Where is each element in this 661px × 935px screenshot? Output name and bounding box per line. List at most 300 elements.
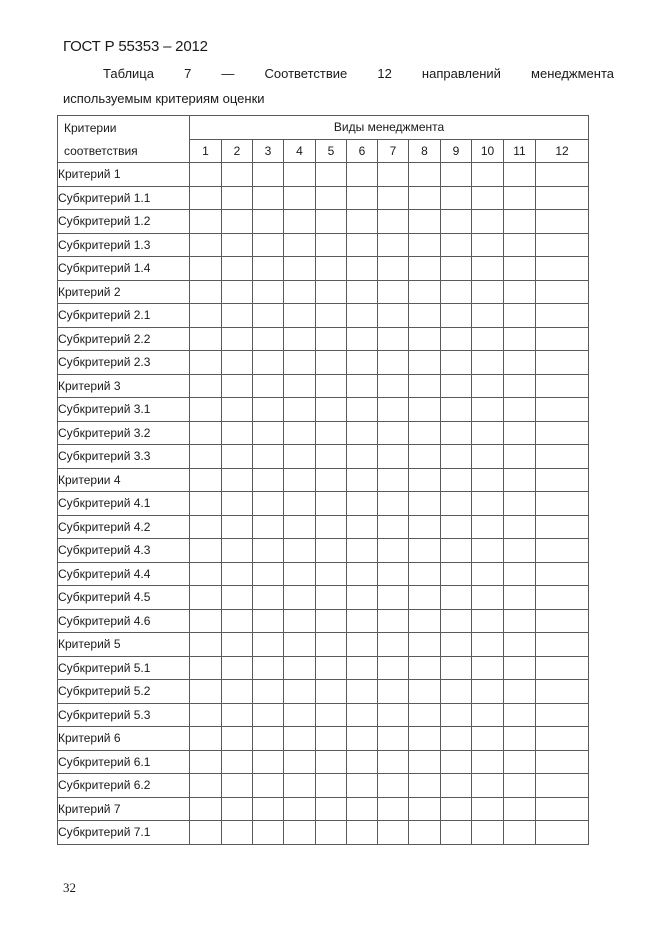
empty-cell — [284, 539, 316, 563]
column-header: 2 — [222, 139, 253, 163]
empty-cell — [472, 727, 504, 751]
empty-cell — [222, 445, 253, 469]
empty-cell — [504, 797, 536, 821]
table-row — [58, 680, 589, 704]
row-label: Субкритерий 2.2 — [58, 327, 190, 351]
empty-cell — [409, 351, 441, 375]
row-label: Субкритерий 5.2 — [58, 680, 190, 704]
empty-cell — [409, 304, 441, 328]
table-row — [58, 539, 589, 563]
empty-cell — [316, 703, 347, 727]
empty-cell — [347, 421, 378, 445]
empty-cell — [347, 633, 378, 657]
empty-cell — [316, 539, 347, 563]
empty-cell — [190, 562, 222, 586]
empty-cell — [190, 374, 222, 398]
empty-cell — [284, 280, 316, 304]
empty-cell — [536, 210, 589, 234]
empty-cell — [284, 445, 316, 469]
empty-cell — [441, 327, 472, 351]
empty-cell — [409, 210, 441, 234]
empty-cell — [472, 821, 504, 845]
empty-cell — [536, 492, 589, 516]
empty-cell — [347, 327, 378, 351]
empty-cell — [222, 257, 253, 281]
empty-cell — [190, 492, 222, 516]
empty-cell — [504, 727, 536, 751]
empty-cell — [190, 703, 222, 727]
empty-cell — [347, 492, 378, 516]
empty-cell — [409, 468, 441, 492]
table-body — [58, 163, 589, 845]
empty-cell — [536, 586, 589, 610]
empty-cell — [536, 445, 589, 469]
empty-cell — [316, 327, 347, 351]
table-header — [58, 116, 589, 163]
empty-cell — [536, 374, 589, 398]
empty-cell — [222, 609, 253, 633]
empty-cell — [316, 280, 347, 304]
empty-cell — [284, 727, 316, 751]
compliance-matrix-table — [57, 115, 589, 845]
empty-cell — [253, 233, 284, 257]
column-header: 5 — [316, 139, 347, 163]
empty-cell — [409, 445, 441, 469]
empty-cell — [253, 727, 284, 751]
table-row — [58, 327, 589, 351]
empty-cell — [378, 163, 409, 187]
empty-cell — [190, 163, 222, 187]
empty-cell — [347, 703, 378, 727]
empty-cell — [316, 609, 347, 633]
empty-cell — [504, 562, 536, 586]
row-label: Субкритерий 4.2 — [58, 515, 190, 539]
empty-cell — [409, 586, 441, 610]
table-row — [58, 163, 589, 187]
empty-cell — [316, 774, 347, 798]
table-row — [58, 210, 589, 234]
row-label: Субкритерий 4.4 — [58, 562, 190, 586]
empty-cell — [504, 774, 536, 798]
table-row — [58, 421, 589, 445]
table-row — [58, 280, 589, 304]
row-label: Критерий 7 — [58, 797, 190, 821]
empty-cell — [441, 774, 472, 798]
empty-cell — [472, 280, 504, 304]
empty-cell — [253, 750, 284, 774]
empty-cell — [190, 750, 222, 774]
empty-cell — [190, 398, 222, 422]
empty-cell — [222, 633, 253, 657]
empty-cell — [347, 280, 378, 304]
empty-cell — [378, 492, 409, 516]
empty-cell — [347, 727, 378, 751]
empty-cell — [190, 445, 222, 469]
empty-cell — [347, 445, 378, 469]
row-label: Критерий 3 — [58, 374, 190, 398]
empty-cell — [441, 351, 472, 375]
empty-cell — [472, 304, 504, 328]
empty-cell — [378, 280, 409, 304]
table-row — [58, 374, 589, 398]
empty-cell — [536, 656, 589, 680]
empty-cell — [284, 421, 316, 445]
empty-cell — [409, 398, 441, 422]
empty-cell — [190, 821, 222, 845]
empty-cell — [222, 727, 253, 751]
empty-cell — [536, 797, 589, 821]
row-label: Субкритерий 4.5 — [58, 586, 190, 610]
empty-cell — [316, 727, 347, 751]
empty-cell — [222, 233, 253, 257]
empty-cell — [504, 515, 536, 539]
empty-cell — [472, 586, 504, 610]
empty-cell — [504, 656, 536, 680]
empty-cell — [536, 421, 589, 445]
empty-cell — [347, 797, 378, 821]
empty-cell — [441, 445, 472, 469]
empty-cell — [472, 186, 504, 210]
empty-cell — [504, 539, 536, 563]
empty-cell — [441, 257, 472, 281]
column-header: 3 — [253, 139, 284, 163]
empty-cell — [409, 327, 441, 351]
empty-cell — [472, 421, 504, 445]
table-row — [58, 398, 589, 422]
empty-cell — [378, 257, 409, 281]
empty-cell — [316, 821, 347, 845]
table-row — [58, 257, 589, 281]
empty-cell — [347, 774, 378, 798]
empty-cell — [347, 186, 378, 210]
empty-cell — [472, 351, 504, 375]
empty-cell — [378, 680, 409, 704]
empty-cell — [536, 633, 589, 657]
table-row — [58, 304, 589, 328]
empty-cell — [284, 210, 316, 234]
empty-cell — [536, 515, 589, 539]
empty-cell — [347, 821, 378, 845]
column-header: 9 — [441, 139, 472, 163]
empty-cell — [190, 586, 222, 610]
column-header: 8 — [409, 139, 441, 163]
empty-cell — [222, 210, 253, 234]
row-label: Субкритерий 3.3 — [58, 445, 190, 469]
table-row — [58, 492, 589, 516]
empty-cell — [284, 515, 316, 539]
empty-cell — [316, 374, 347, 398]
header-row-1 — [58, 116, 589, 140]
empty-cell — [504, 468, 536, 492]
empty-cell — [316, 304, 347, 328]
empty-cell — [316, 445, 347, 469]
row-label: Субкритерий 2.3 — [58, 351, 190, 375]
row-label: Критерий 5 — [58, 633, 190, 657]
empty-cell — [472, 774, 504, 798]
empty-cell — [316, 680, 347, 704]
empty-cell — [441, 609, 472, 633]
empty-cell — [253, 562, 284, 586]
empty-cell — [190, 680, 222, 704]
empty-cell — [222, 186, 253, 210]
row-label: Критерий 1 — [58, 163, 190, 187]
empty-cell — [284, 797, 316, 821]
empty-cell — [536, 280, 589, 304]
empty-cell — [472, 445, 504, 469]
empty-cell — [536, 351, 589, 375]
empty-cell — [536, 186, 589, 210]
empty-cell — [347, 304, 378, 328]
row-label: Субкритерий 5.3 — [58, 703, 190, 727]
empty-cell — [347, 680, 378, 704]
empty-cell — [472, 327, 504, 351]
empty-cell — [378, 797, 409, 821]
row-label: Критерий 2 — [58, 280, 190, 304]
empty-cell — [284, 703, 316, 727]
empty-cell — [409, 163, 441, 187]
empty-cell — [284, 398, 316, 422]
empty-cell — [536, 304, 589, 328]
row-label: Субкритерий 6.2 — [58, 774, 190, 798]
empty-cell — [253, 633, 284, 657]
empty-cell — [441, 727, 472, 751]
empty-cell — [536, 774, 589, 798]
empty-cell — [378, 774, 409, 798]
empty-cell — [504, 186, 536, 210]
empty-cell — [222, 797, 253, 821]
empty-cell — [441, 586, 472, 610]
empty-cell — [378, 633, 409, 657]
row-label: Субкритерий 3.2 — [58, 421, 190, 445]
empty-cell — [504, 163, 536, 187]
empty-cell — [504, 233, 536, 257]
empty-cell — [536, 727, 589, 751]
empty-cell — [284, 492, 316, 516]
empty-cell — [222, 351, 253, 375]
empty-cell — [190, 633, 222, 657]
empty-cell — [222, 398, 253, 422]
empty-cell — [472, 750, 504, 774]
empty-cell — [441, 680, 472, 704]
empty-cell — [409, 703, 441, 727]
empty-cell — [284, 609, 316, 633]
empty-cell — [472, 539, 504, 563]
row-label: Субкритерий 3.1 — [58, 398, 190, 422]
empty-cell — [441, 539, 472, 563]
empty-cell — [378, 821, 409, 845]
empty-cell — [378, 703, 409, 727]
empty-cell — [409, 515, 441, 539]
column-header: 11 — [504, 139, 536, 163]
table-row — [58, 515, 589, 539]
empty-cell — [284, 233, 316, 257]
empty-cell — [378, 539, 409, 563]
empty-cell — [190, 421, 222, 445]
empty-cell — [190, 656, 222, 680]
empty-cell — [536, 750, 589, 774]
empty-cell — [316, 421, 347, 445]
empty-cell — [409, 821, 441, 845]
empty-cell — [222, 562, 253, 586]
empty-cell — [409, 421, 441, 445]
empty-cell — [190, 186, 222, 210]
empty-cell — [284, 586, 316, 610]
empty-cell — [253, 186, 284, 210]
empty-cell — [253, 210, 284, 234]
empty-cell — [190, 233, 222, 257]
empty-cell — [409, 257, 441, 281]
empty-cell — [316, 398, 347, 422]
empty-cell — [190, 257, 222, 281]
table-row — [58, 351, 589, 375]
table-row — [58, 609, 589, 633]
empty-cell — [253, 586, 284, 610]
empty-cell — [253, 492, 284, 516]
empty-cell — [347, 656, 378, 680]
empty-cell — [472, 680, 504, 704]
empty-cell — [441, 186, 472, 210]
empty-cell — [504, 280, 536, 304]
empty-cell — [253, 398, 284, 422]
empty-cell — [316, 210, 347, 234]
empty-cell — [222, 656, 253, 680]
empty-cell — [347, 233, 378, 257]
empty-cell — [504, 445, 536, 469]
empty-cell — [409, 797, 441, 821]
empty-cell — [316, 750, 347, 774]
empty-cell — [472, 703, 504, 727]
empty-cell — [190, 351, 222, 375]
empty-cell — [347, 398, 378, 422]
empty-cell — [253, 421, 284, 445]
table-row — [58, 445, 589, 469]
empty-cell — [378, 327, 409, 351]
empty-cell — [253, 351, 284, 375]
empty-cell — [504, 327, 536, 351]
empty-cell — [504, 304, 536, 328]
empty-cell — [472, 398, 504, 422]
empty-cell — [222, 374, 253, 398]
empty-cell — [472, 633, 504, 657]
empty-cell — [409, 186, 441, 210]
table-row — [58, 750, 589, 774]
empty-cell — [472, 210, 504, 234]
empty-cell — [284, 680, 316, 704]
row-label: Субкритерий 2.1 — [58, 304, 190, 328]
empty-cell — [347, 586, 378, 610]
empty-cell — [472, 656, 504, 680]
empty-cell — [190, 727, 222, 751]
empty-cell — [441, 304, 472, 328]
empty-cell — [472, 374, 504, 398]
empty-cell — [472, 515, 504, 539]
empty-cell — [504, 633, 536, 657]
empty-cell — [190, 515, 222, 539]
empty-cell — [536, 680, 589, 704]
empty-cell — [253, 680, 284, 704]
header-criteria-line-1: Критерии — [58, 116, 190, 140]
empty-cell — [253, 703, 284, 727]
empty-cell — [378, 609, 409, 633]
empty-cell — [190, 304, 222, 328]
empty-cell — [378, 304, 409, 328]
empty-cell — [316, 163, 347, 187]
empty-cell — [441, 398, 472, 422]
empty-cell — [504, 398, 536, 422]
empty-cell — [378, 374, 409, 398]
column-header: 7 — [378, 139, 409, 163]
empty-cell — [441, 515, 472, 539]
empty-cell — [536, 163, 589, 187]
empty-cell — [190, 468, 222, 492]
empty-cell — [190, 327, 222, 351]
empty-cell — [222, 539, 253, 563]
empty-cell — [222, 774, 253, 798]
empty-cell — [504, 586, 536, 610]
empty-cell — [504, 750, 536, 774]
empty-cell — [253, 539, 284, 563]
empty-cell — [378, 186, 409, 210]
empty-cell — [347, 351, 378, 375]
empty-cell — [441, 656, 472, 680]
empty-cell — [472, 163, 504, 187]
table-row — [58, 562, 589, 586]
empty-cell — [347, 515, 378, 539]
empty-cell — [409, 374, 441, 398]
empty-cell — [409, 680, 441, 704]
empty-cell — [190, 539, 222, 563]
empty-cell — [284, 821, 316, 845]
empty-cell — [222, 586, 253, 610]
empty-cell — [409, 750, 441, 774]
empty-cell — [472, 257, 504, 281]
empty-cell — [347, 210, 378, 234]
empty-cell — [472, 797, 504, 821]
empty-cell — [253, 797, 284, 821]
empty-cell — [378, 727, 409, 751]
empty-cell — [441, 492, 472, 516]
row-label: Субкритерий 4.3 — [58, 539, 190, 563]
table-row — [58, 821, 589, 845]
table-row — [58, 703, 589, 727]
empty-cell — [222, 750, 253, 774]
empty-cell — [222, 163, 253, 187]
row-label: Субкритерий 4.1 — [58, 492, 190, 516]
empty-cell — [504, 210, 536, 234]
empty-cell — [222, 515, 253, 539]
empty-cell — [409, 609, 441, 633]
column-header: 12 — [536, 139, 589, 163]
row-label: Субкритерий 1.3 — [58, 233, 190, 257]
empty-cell — [316, 492, 347, 516]
header-row-2 — [58, 139, 589, 163]
empty-cell — [409, 280, 441, 304]
empty-cell — [284, 327, 316, 351]
header-criteria-line-2: соответствия — [58, 139, 190, 163]
empty-cell — [284, 656, 316, 680]
table-row — [58, 586, 589, 610]
empty-cell — [441, 562, 472, 586]
empty-cell — [378, 351, 409, 375]
empty-cell — [378, 586, 409, 610]
empty-cell — [190, 280, 222, 304]
empty-cell — [347, 468, 378, 492]
empty-cell — [253, 327, 284, 351]
empty-cell — [347, 257, 378, 281]
empty-cell — [409, 727, 441, 751]
empty-cell — [190, 797, 222, 821]
empty-cell — [284, 351, 316, 375]
